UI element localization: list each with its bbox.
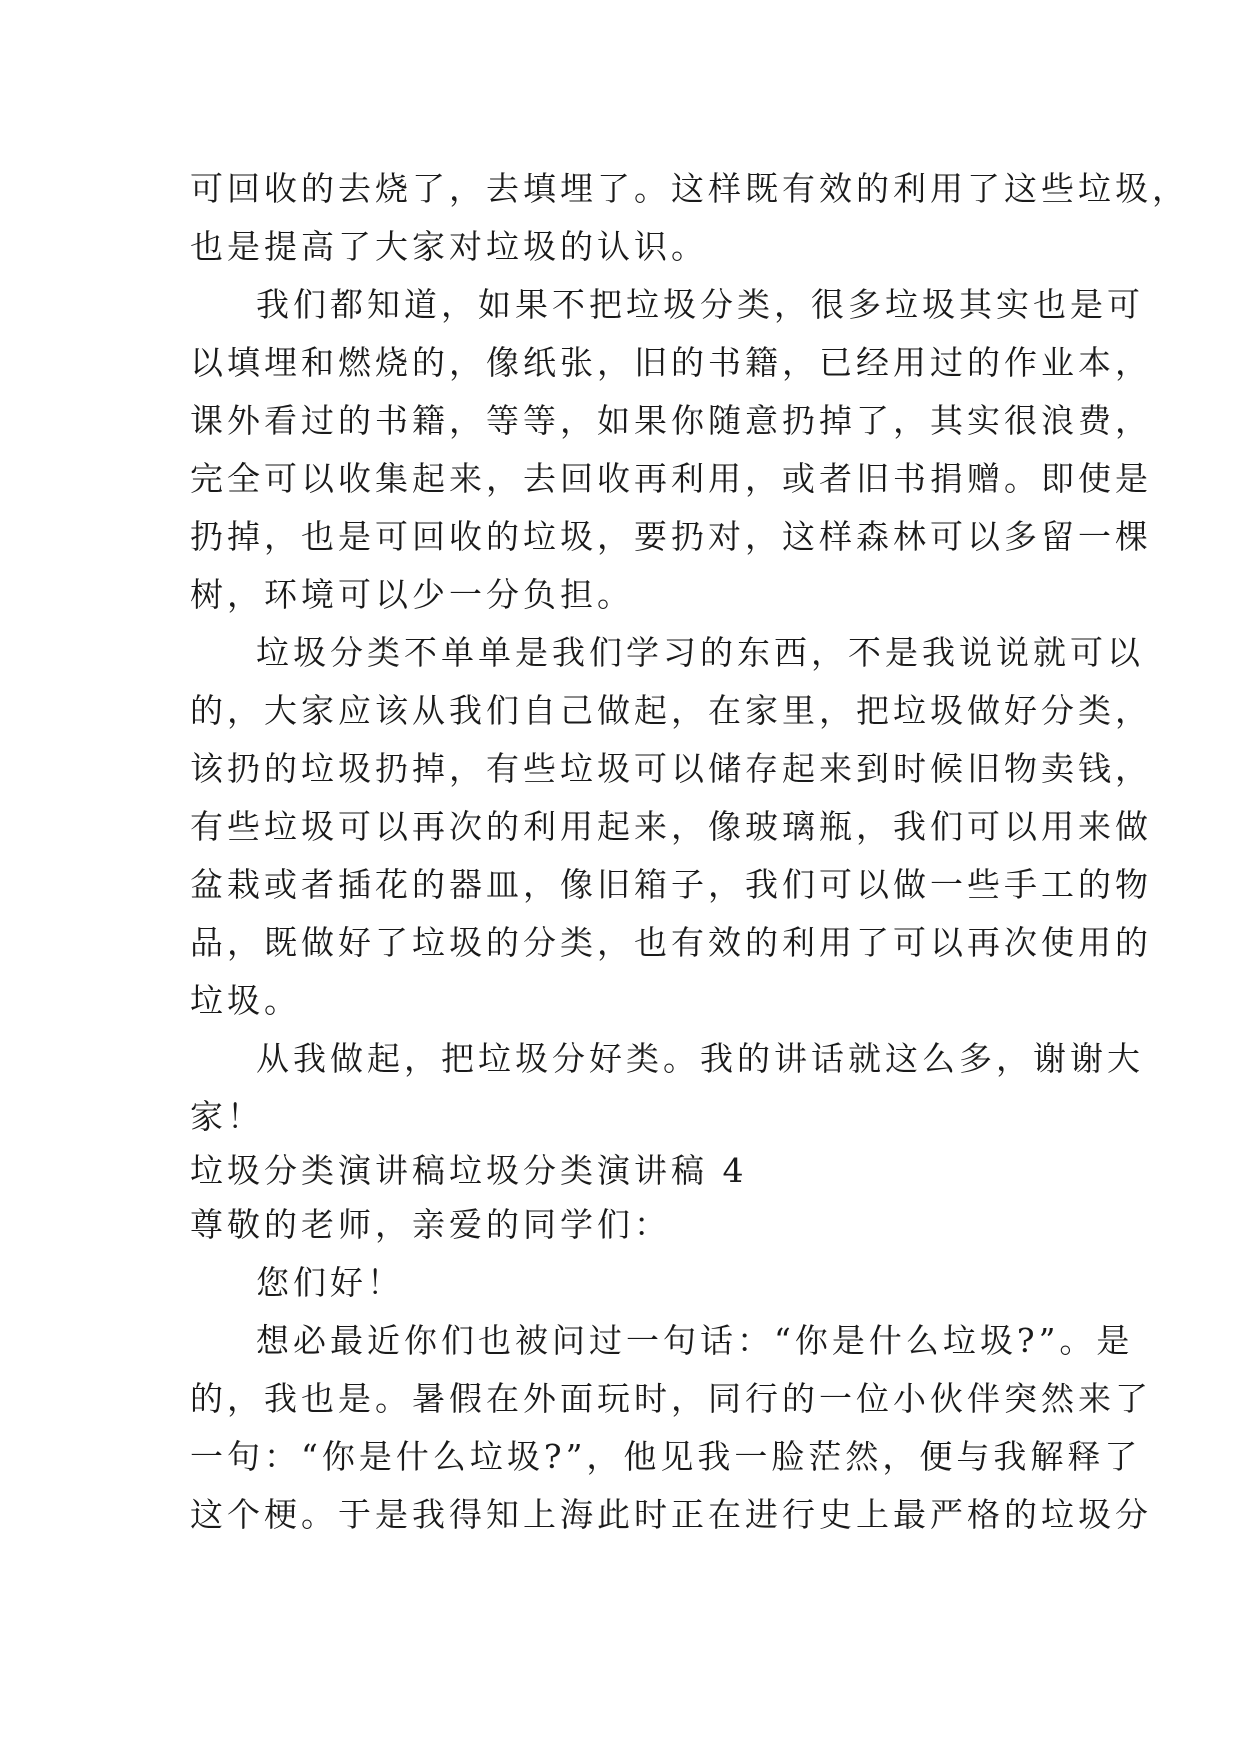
greeting: 您们好！	[256, 1263, 404, 1302]
paragraph-start: 垃圾分类不单单是我们学习的东西，不是我说说就可以	[256, 633, 1144, 672]
text-line: 完全可以收集起来，去回收再利用，或者旧书捐赠。即使是	[190, 459, 1152, 498]
text-line: 树，环境可以少一分负担。	[190, 575, 634, 614]
text-line: 盆栽或者插花的器皿，像旧箱子，我们可以做一些手工的物	[190, 865, 1152, 904]
text-line: 一句：“你是什么垃圾?”，他见我一脸茫然，便与我解释了	[190, 1437, 1142, 1476]
text-line: 课外看过的书籍，等等，如果你随意扔掉了，其实很浪费，	[190, 401, 1152, 440]
text-line: 的，大家应该从我们自己做起，在家里，把垃圾做好分类，	[190, 691, 1152, 730]
text-line: 家！	[190, 1097, 264, 1136]
text-line: 有些垃圾可以再次的利用起来，像玻璃瓶，我们可以用来做	[190, 807, 1152, 846]
text-line: 品，既做好了垃圾的分类，也有效的利用了可以再次使用的	[190, 923, 1152, 962]
text-line: 该扔的垃圾扔掉，有些垃圾可以储存起来到时候旧物卖钱，	[190, 749, 1152, 788]
text-line: 也是提高了大家对垃圾的认识。	[190, 227, 708, 266]
text-line: 以填埋和燃烧的，像纸张，旧的书籍，已经用过的作业本，	[190, 343, 1152, 382]
text-line: 扔掉，也是可回收的垃圾，要扔对，这样森林可以多留一棵	[190, 517, 1152, 556]
section-heading: 垃圾分类演讲稿垃圾分类演讲稿 4	[190, 1151, 748, 1190]
text-line: 可回收的去烧了，去填埋了。这样既有效的利用了这些垃圾，	[190, 169, 1189, 208]
text-line: 的，我也是。暑假在外面玩时，同行的一位小伙伴突然来了	[190, 1379, 1152, 1418]
text-line: 垃圾。	[190, 981, 301, 1020]
paragraph-start: 从我做起，把垃圾分好类。我的讲话就这么多，谢谢大	[256, 1039, 1144, 1078]
text-line: 这个梗。于是我得知上海此时正在进行史上最严格的垃圾分	[190, 1495, 1152, 1534]
document-body	[190, 160, 1189, 1544]
paragraph-start: 我们都知道，如果不把垃圾分类，很多垃圾其实也是可	[256, 285, 1144, 324]
salutation: 尊敬的老师，亲爱的同学们：	[190, 1205, 671, 1244]
paragraph-start: 想必最近你们也被问过一句话：“你是什么垃圾?”。是	[256, 1321, 1134, 1360]
